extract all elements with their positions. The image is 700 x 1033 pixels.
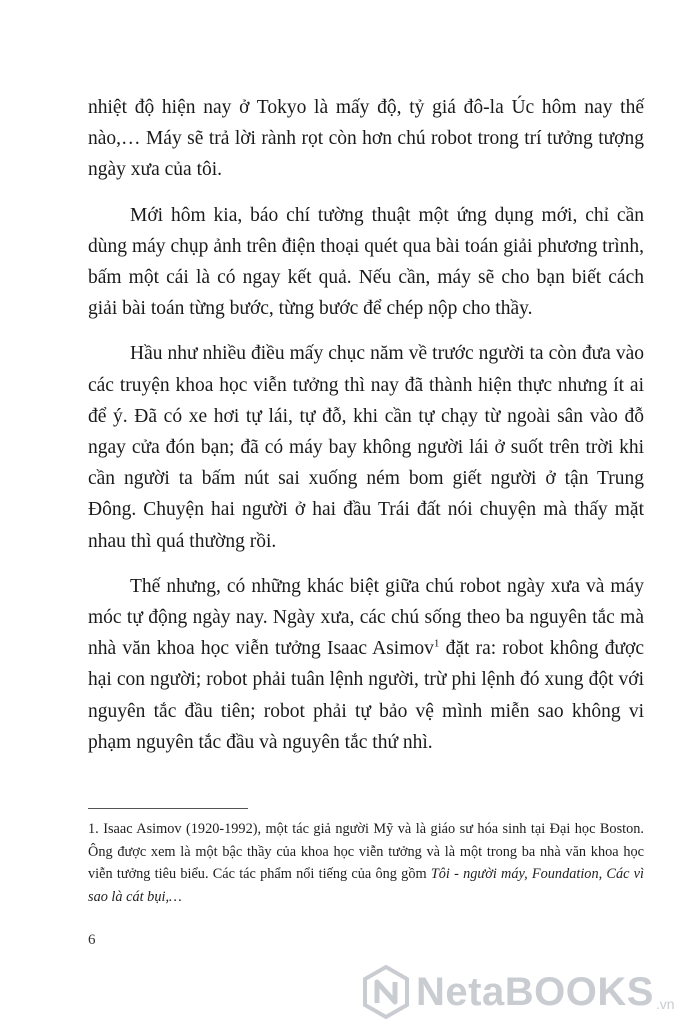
- paragraph-2: Mới hôm kia, báo chí tường thuật một ứng dụng mới, chỉ cần dùng máy chụp ảnh trên điện thoại quét qua bài toán giải phương trình, bấm một cái là có ngay kết quả. Nếu cần, máy sẽ cho bạn biết cách giải bài toán từng bước, từng bước để chép nộp cho thầy.: [88, 204, 644, 320]
- paragraph-4-text-after: đặt ra: robot không được hại con người; robot phải tuân lệnh người, trừ phi lệnh đó xung đột với nguyên tắc đầu tiên; robot phải tự bảo vệ mình miễn sao không vi phạm nguyên tắc đầu và nguyên tắc thứ nhì.: [88, 638, 644, 753]
- watermark-text: NetaBOOKS: [416, 969, 654, 1014]
- footnote-reference[interactable]: 1: [433, 637, 440, 650]
- watermark: [362, 960, 692, 1024]
- footnote: [88, 818, 644, 908]
- paragraph-1: nhiệt độ hiện nay ở Tokyo là mấy độ, tỷ giá đô-la Úc hôm nay thế nào,… Máy sẽ trả lời rành rọt còn hơn chú robot trong trí tưởng tượng ngày xưa của tôi.: [88, 97, 644, 181]
- footnote-text: 1. Isaac Asimov (1920-1992), một tác giả người Mỹ và là giáo sư hóa sinh tại Đại học Boston. Ông được xem là một bậc thầy của khoa học viễn tưởng và là một trong ba nhà văn khoa học viễn tưởng tiêu biểu. Các tác phẩm nổi tiếng của ông gồm: [88, 821, 644, 883]
- netabooks-logo-icon: [362, 965, 410, 1019]
- watermark-suffix: .vn: [655, 996, 675, 1012]
- paragraph-3: Hầu như nhiều điều mấy chục năm về trước người ta còn đưa vào các truyện khoa học viễn tưởng thì nay đã thành hiện thực nhưng ít ai để ý. Đã có xe hơi tự lái, tự đỗ, khi cần tự chạy từ ngoài sân vào đỗ ngay cửa đón bạn; đã có máy bay không người lái ở suốt trên trời khi cần người ta bấm nút sai xuống ném bom giết người ở tận Trung Đông. Chuyện hai người ở hai đầu Trái đất nói chuyện mà thấy mặt nhau thì quá thường rồi.: [88, 343, 644, 552]
- page-number: 6: [88, 932, 96, 948]
- paragraph-4-text-before: Thế nhưng, có những khác biệt giữa chú robot ngày xưa và máy móc tự động ngày nay. Ngày xưa, các chú sống theo ba nguyên tắc mà nhà văn khoa học viễn tưởng Isaac Asimov: [88, 575, 644, 660]
- footnote-divider: [88, 808, 248, 809]
- footnote-works: Tôi - người máy, Foundation, Các vì sao là cát bụi,…: [88, 866, 644, 905]
- body-text: [88, 92, 644, 772]
- paragraph-4: [88, 571, 644, 758]
